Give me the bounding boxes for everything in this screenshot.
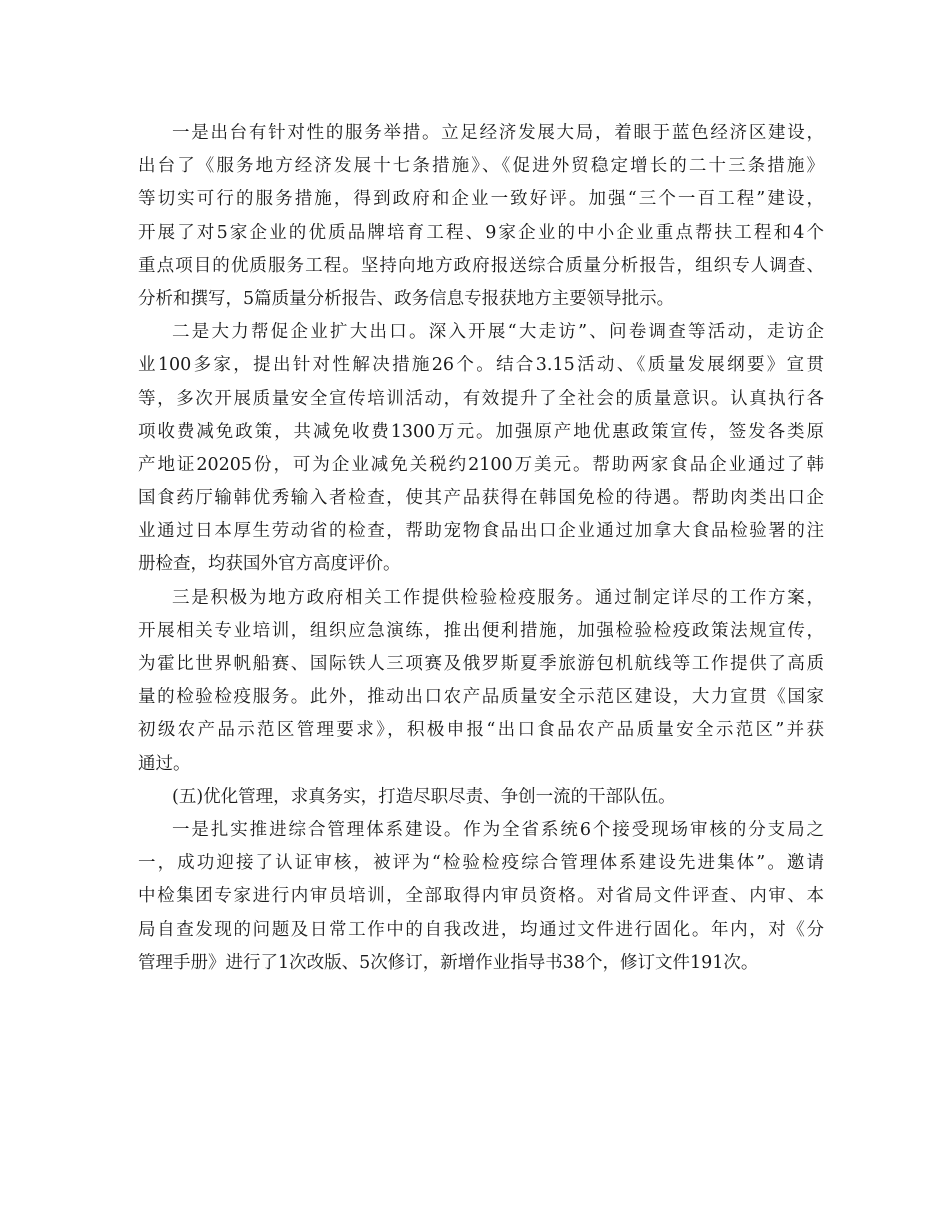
text-line: 等，多次开展质量安全宣传培训活动，有效提升了全社会的质量意识。认真执行各 [138,388,824,409]
text-line: 业通过日本厚生劳动省的检查，帮助宠物食品出口企业通过加拿大食品检验署的注 [138,521,824,542]
text-line: 中检集团专家进行内审员培训，全部取得内审员资格。对省局文件评查、内审、本 [138,886,824,907]
text-line: 通过。 [138,753,191,774]
paragraph [138,814,824,980]
text-line: 开展相关专业培训，组织应急演练，推出便利措施，加强检验检疫政策法规宣传， [138,620,824,641]
text-line: 管理手册》进行了1次改版、5次修订，新增作业指导书38个，修订文件191次。 [138,952,759,973]
text-line: 出台了《服务地方经济发展十七条措施》、《促进外贸稳定增长的二十三条措施》 [138,156,824,177]
text-line: 分析和撰写，5篇质量分析报告、政务信息专报获地方主要领导批示。 [138,288,675,309]
paragraph [138,316,824,582]
section-heading [138,781,824,814]
text-line: 册检查，均获国外官方高度评价。 [138,554,401,575]
text-line: 一，成功迎接了认证审核，被评为“检验检疫综合管理体系建设先进集体”。邀请 [138,853,824,874]
document-body [138,117,824,980]
paragraph [138,582,824,781]
text-line: 开展了对5家企业的优质品牌培育工程、9家企业的中小企业重点帮扶工程和4个 [138,222,824,243]
text-line: 业100多家，提出针对性解决措施26个。结合3.15活动、《质量发展纲要》宣贯 [138,355,824,376]
text-line: 为霍比世界帆船赛、国际铁人三项赛及俄罗斯夏季旅游包机航线等工作提供了高质 [138,654,824,674]
heading-text: (五)优化管理，求真务实，打造尽职尽责、争创一流的干部队伍。 [172,786,676,807]
text-line: 初级农产品示范区管理要求》，积极申报“出口食品农产品质量安全示范区”并获 [138,720,824,741]
text-line: 三是积极为地方政府相关工作提供检验检疫服务。通过制定详尽的工作方案， [172,587,824,608]
text-line: 国食药厅输韩优秀输入者检查，使其产品获得在韩国免检的待遇。帮助肉类出口企 [138,488,824,509]
text-line: 量的检验检疫服务。此外，推动出口农产品质量安全示范区建设，大力宣贯《国家 [138,687,824,708]
text-line: 一是扎实推进综合管理体系建设。作为全省系统6个接受现场审核的分支局之 [172,819,824,840]
text-line: 产地证20205份，可为企业减免关税约2100万美元。帮助两家食品企业通过了韩 [138,454,824,475]
text-line: 等切实可行的服务措施，得到政府和企业一致好评。加强“三个一百工程”建设， [138,189,824,210]
text-line: 项收费减免政策，共减免收费1300万元。加强原产地优惠政策宣传，签发各类原 [138,421,824,442]
text-line: 局自查发现的问题及日常工作中的自我改进，均通过文件进行固化。年内，对《分 [138,919,824,940]
paragraph [138,117,824,316]
text-line: 一是出台有针对性的服务举措。立足经济发展大局，着眼于蓝色经济区建设， [172,123,824,143]
text-line: 二是大力帮促企业扩大出口。深入开展“大走访”、问卷调查等活动，走访企 [172,322,824,343]
text-line: 重点项目的优质服务工程。坚持向地方政府报送综合质量分析报告，组织专人调查、 [138,255,824,276]
